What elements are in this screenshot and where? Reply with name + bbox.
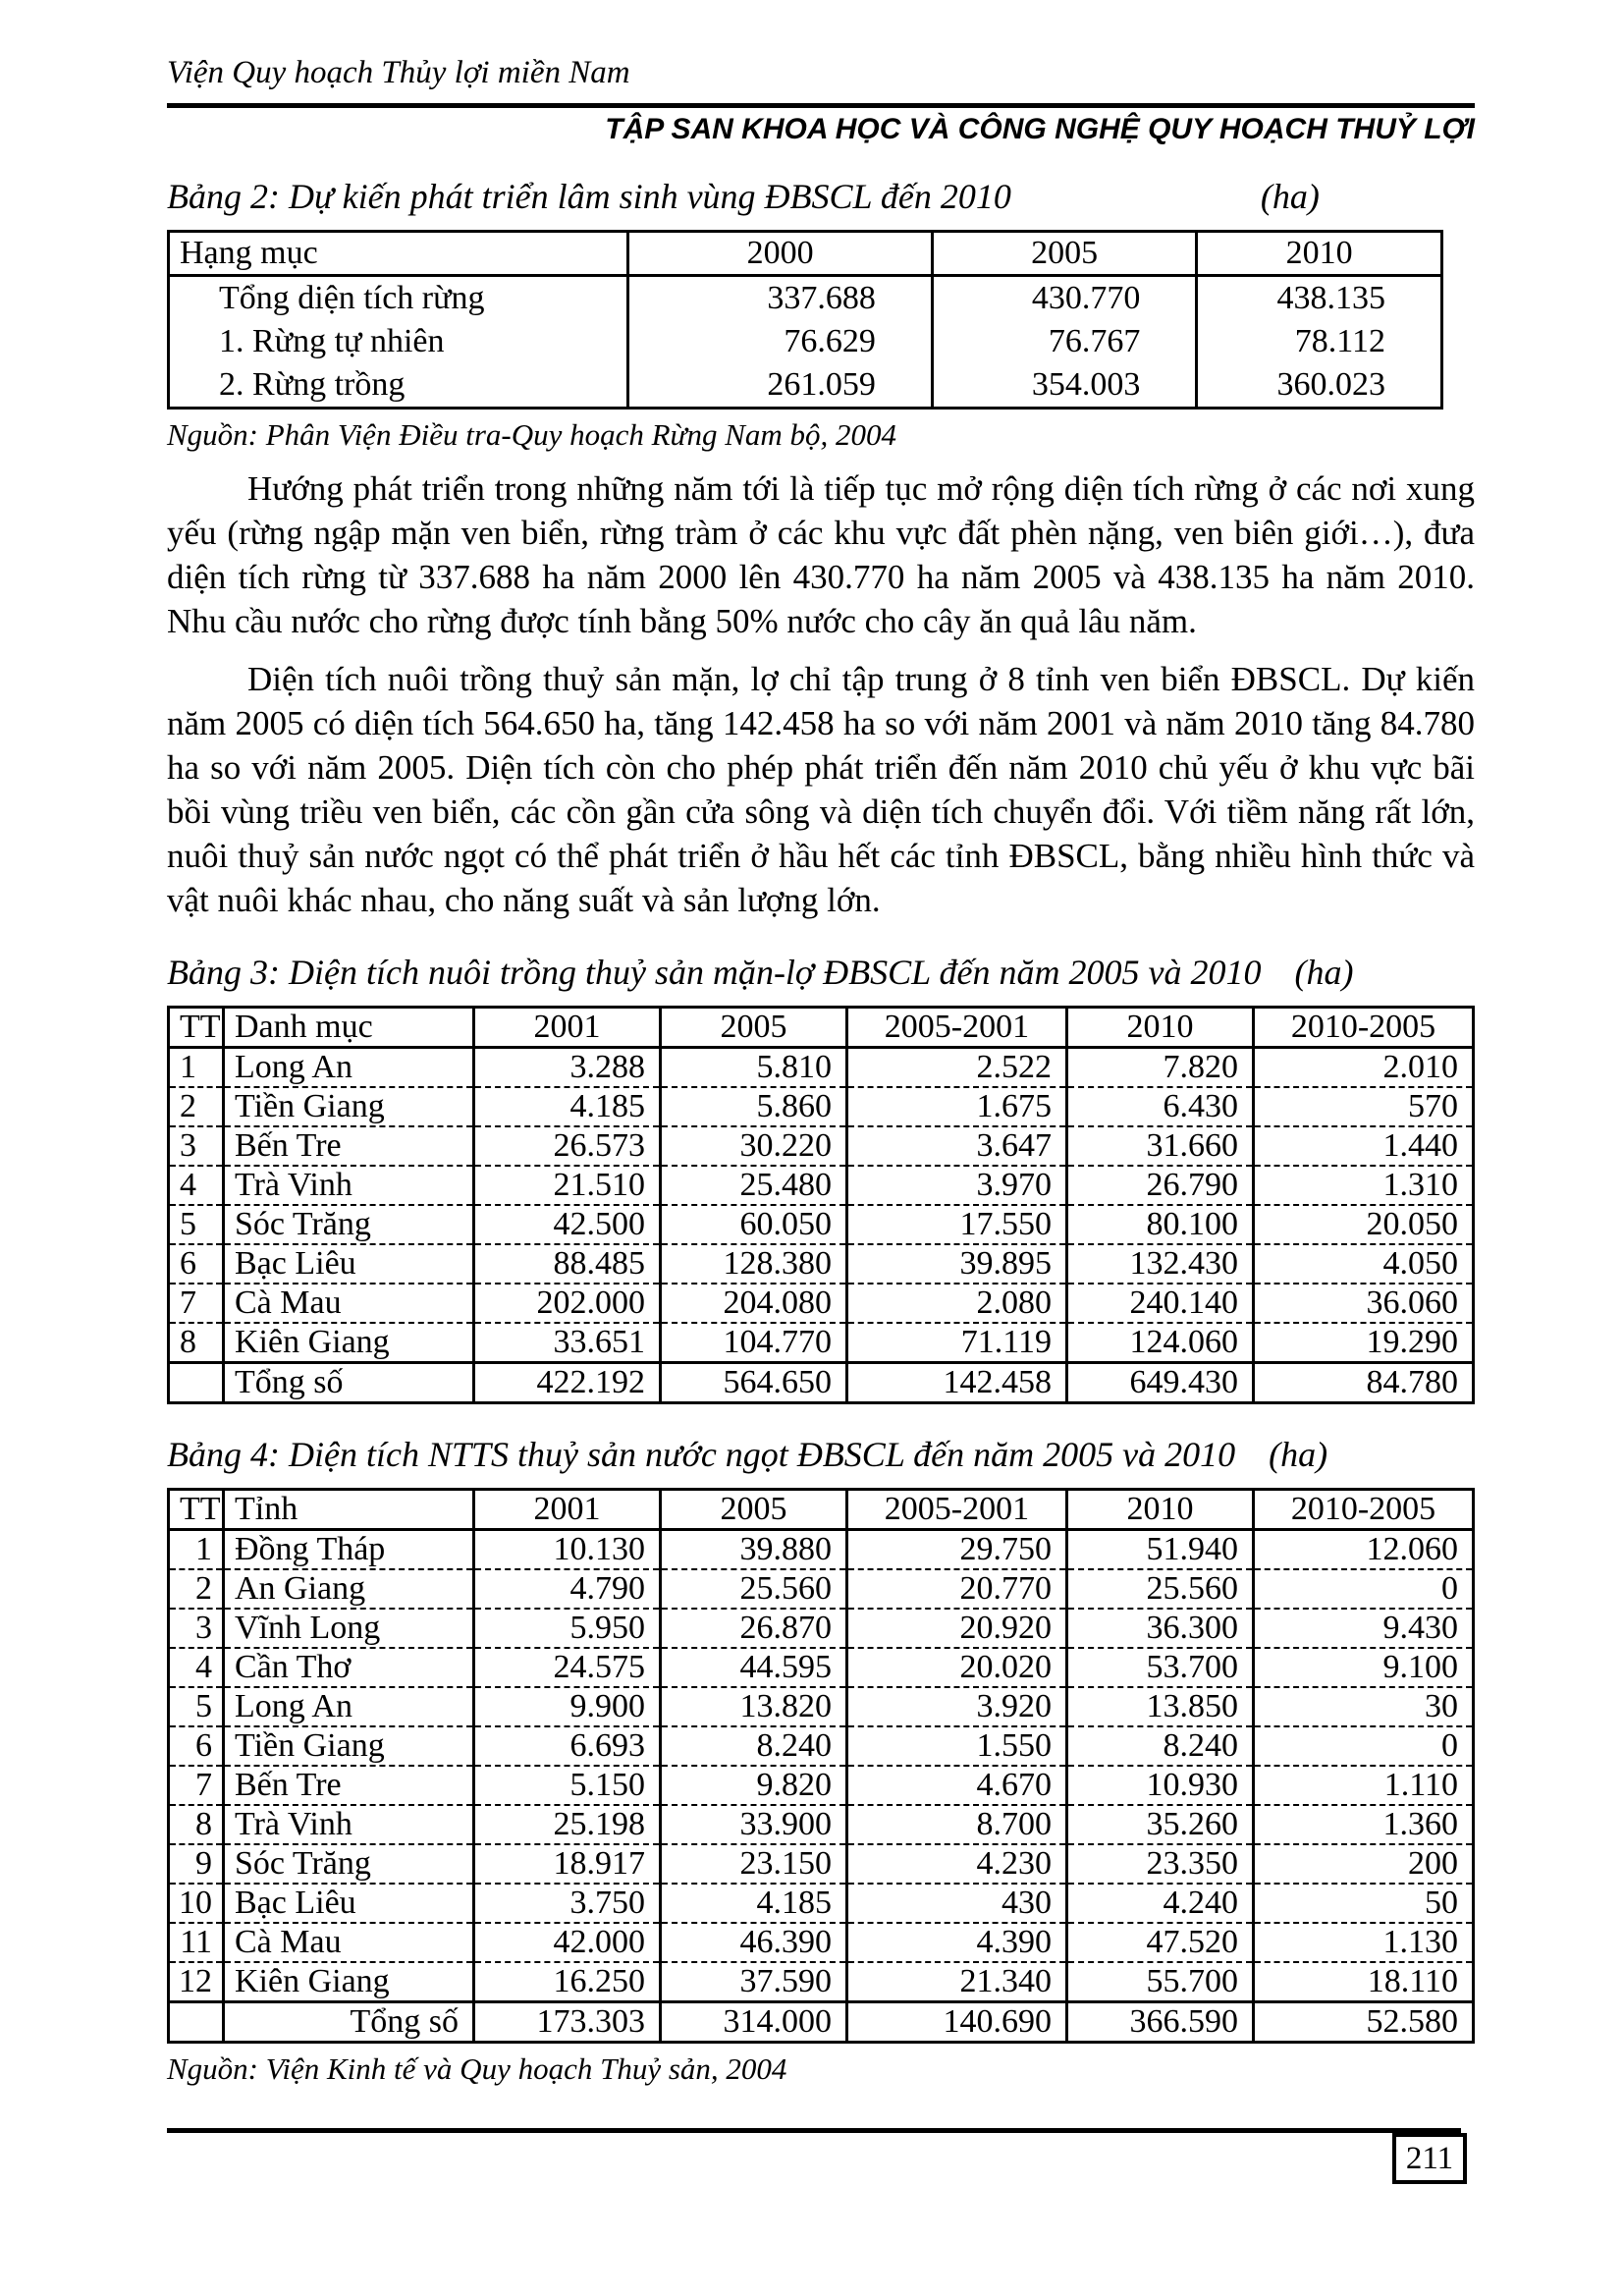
cell-2005: 25.560	[660, 1569, 846, 1609]
table4-col-header: 2005	[660, 1490, 846, 1530]
cell-province: Bến Tre	[224, 1126, 474, 1166]
cell-2001: 42.500	[474, 1205, 661, 1244]
page-number: 211	[1405, 2140, 1454, 2176]
table-total-row	[169, 2002, 1474, 2043]
table-row	[169, 1048, 1474, 1088]
table4-caption	[167, 1434, 1475, 1475]
cell-2010: 55.700	[1066, 1962, 1253, 2002]
value-2000: 337.688	[628, 276, 932, 320]
cell-2005-2001: 1.675	[846, 1087, 1066, 1126]
table-row	[169, 1648, 1474, 1687]
cell-2010: 124.060	[1066, 1323, 1253, 1363]
cell-2010-2005: 0	[1253, 1726, 1473, 1766]
cell-2010-2005: 570	[1253, 1087, 1473, 1126]
cell-2005: 23.150	[660, 1844, 846, 1884]
cell-2010: 4.240	[1066, 1884, 1253, 1923]
cell-2005-2001: 3.647	[846, 1126, 1066, 1166]
table3-caption-text: Bảng 3: Diện tích nuôi trồng thuỷ sản mặn-lợ ĐBSCL đến năm 2005 và 2010	[167, 953, 1262, 992]
table-row	[169, 276, 1442, 320]
journal-title: TẬP SAN KHOA HỌC VÀ CÔNG NGHỆ QUY HOẠCH THUỶ LỢI	[605, 113, 1475, 145]
table3-header-row	[169, 1008, 1474, 1048]
cell-2010: 36.300	[1066, 1609, 1253, 1648]
cell-index: 8	[169, 1805, 224, 1844]
cell-2005: 44.595	[660, 1648, 846, 1687]
total-2001: 422.192	[474, 1363, 661, 1403]
cell-2010-2005: 0	[1253, 1569, 1473, 1609]
cell-2010: 7.820	[1066, 1048, 1253, 1088]
row-label: 1. Rừng tự nhiên	[169, 320, 628, 364]
table-row	[169, 1205, 1474, 1244]
cell-2010-2005: 1.110	[1253, 1766, 1473, 1805]
cell-province: Bến Tre	[224, 1766, 474, 1805]
cell-2005: 39.880	[660, 1530, 846, 1570]
table4-col-header: 2005-2001	[846, 1490, 1066, 1530]
cell-2010: 13.850	[1066, 1687, 1253, 1726]
cell-index: 2	[169, 1087, 224, 1126]
cell-2001: 4.790	[474, 1569, 661, 1609]
cell-2010-2005: 1.310	[1253, 1166, 1473, 1205]
cell-2005: 9.820	[660, 1766, 846, 1805]
cell-index: 5	[169, 1687, 224, 1726]
value-2010: 438.135	[1197, 276, 1442, 320]
table2-col-header: 2005	[932, 232, 1197, 276]
cell-2005-2001: 2.080	[846, 1284, 1066, 1323]
table-row	[169, 1530, 1474, 1570]
cell-2010-2005: 36.060	[1253, 1284, 1473, 1323]
page-footer	[167, 2128, 1475, 2176]
cell-province: Cà Mau	[224, 1923, 474, 1962]
cell-province: Kiên Giang	[224, 1323, 474, 1363]
table4-col-header: Tỉnh	[224, 1490, 474, 1530]
table2-source: Nguồn: Phân Viện Điều tra-Quy hoạch Rừng Nam bộ, 2004	[167, 417, 897, 452]
cell-2005-2001: 20.770	[846, 1569, 1066, 1609]
cell-2005: 5.860	[660, 1087, 846, 1126]
table4-freshwater-aquaculture	[167, 1488, 1475, 2044]
cell-2001: 6.693	[474, 1726, 661, 1766]
cell-2010-2005: 12.060	[1253, 1530, 1473, 1570]
cell-2010: 23.350	[1066, 1844, 1253, 1884]
cell-2010-2005: 4.050	[1253, 1244, 1473, 1284]
table-row	[169, 1609, 1474, 1648]
cell-2005-2001: 20.020	[846, 1648, 1066, 1687]
cell-2010-2005: 9.430	[1253, 1609, 1473, 1648]
cell-2001: 42.000	[474, 1923, 661, 1962]
value-2005: 354.003	[932, 364, 1197, 409]
cell-province: Trà Vinh	[224, 1805, 474, 1844]
cell-index: 3	[169, 1126, 224, 1166]
cell-2010: 35.260	[1066, 1805, 1253, 1844]
page-header	[167, 55, 1475, 146]
cell-2005: 128.380	[660, 1244, 846, 1284]
table3-col-header: 2010	[1066, 1008, 1253, 1048]
cell-2010-2005: 1.360	[1253, 1805, 1473, 1844]
cell-2005-2001: 4.670	[846, 1766, 1066, 1805]
total-2001: 173.303	[474, 2002, 661, 2043]
table3-body	[169, 1048, 1474, 1363]
cell-2001: 10.130	[474, 1530, 661, 1570]
row-label: 2. Rừng trồng	[169, 364, 628, 409]
cell-2001: 88.485	[474, 1244, 661, 1284]
table4-col-header: 2010-2005	[1253, 1490, 1473, 1530]
table2-col-header: 2000	[628, 232, 932, 276]
cell-2001: 5.950	[474, 1609, 661, 1648]
total-label: Tổng số	[224, 2002, 474, 2043]
value-2005: 76.767	[932, 320, 1197, 364]
cell-province: Bạc Liêu	[224, 1244, 474, 1284]
table-row	[169, 1687, 1474, 1726]
table2-col-header: Hạng mục	[169, 232, 628, 276]
table3-col-header: 2010-2005	[1253, 1008, 1473, 1048]
table-row	[169, 1166, 1474, 1205]
cell-2010-2005: 50	[1253, 1884, 1473, 1923]
footer-rule	[167, 2128, 1461, 2133]
cell-2010: 31.660	[1066, 1126, 1253, 1166]
cell-2001: 18.917	[474, 1844, 661, 1884]
cell-2010-2005: 30	[1253, 1687, 1473, 1726]
cell-2005: 26.870	[660, 1609, 846, 1648]
cell-2010-2005: 1.440	[1253, 1126, 1473, 1166]
table4-header-row	[169, 1490, 1474, 1530]
cell-index: 1	[169, 1048, 224, 1088]
table-row	[169, 1284, 1474, 1323]
table4-col-header: 2010	[1066, 1490, 1253, 1530]
table4-col-header: TT	[169, 1490, 224, 1530]
cell-2010: 132.430	[1066, 1244, 1253, 1284]
total-2010: 649.430	[1066, 1363, 1253, 1403]
paragraph-forest-development: Hướng phát triển trong những năm tới là tiếp tục mở rộng diện tích rừng ở các nơi xung yếu (rừng ngập mặn ven biển, rừng tràm ở các khu vực đất phèn nặng, ven biên giới…), đưa diện tích rừng từ 337.688 ha năm 2000 lên 430.770 ha năm 2005 và 438.135 ha năm 2010. Nhu cầu nước cho rừng được tính bằng 50% nước cho cây ăn quả lâu năm.	[167, 469, 1475, 640]
cell-2010-2005: 9.100	[1253, 1648, 1473, 1687]
row-label: Tổng diện tích rừng	[169, 276, 628, 320]
cell-province: Bạc Liêu	[224, 1884, 474, 1923]
cell-2005-2001: 71.119	[846, 1323, 1066, 1363]
cell-2010: 6.430	[1066, 1087, 1253, 1126]
cell-2005: 30.220	[660, 1126, 846, 1166]
cell-index: 4	[169, 1166, 224, 1205]
cell-2005-2001: 17.550	[846, 1205, 1066, 1244]
cell-2005-2001: 8.700	[846, 1805, 1066, 1844]
cell-2001: 26.573	[474, 1126, 661, 1166]
table4-caption-text: Bảng 4: Diện tích NTTS thuỷ sản nước ngọt ĐBSCL đến năm 2005 và 2010	[167, 1435, 1236, 1474]
table4-body	[169, 1530, 1474, 2002]
cell-2010-2005: 20.050	[1253, 1205, 1473, 1244]
cell-2001: 5.150	[474, 1766, 661, 1805]
cell-index: 2	[169, 1569, 224, 1609]
cell-province: Sóc Trăng	[224, 1844, 474, 1884]
table-row	[169, 1726, 1474, 1766]
cell-province: Sóc Trăng	[224, 1205, 474, 1244]
table3-col-header: 2001	[474, 1008, 661, 1048]
table-row	[169, 1766, 1474, 1805]
total-2010-2005: 84.780	[1253, 1363, 1473, 1403]
table3-col-header: Danh mục	[224, 1008, 474, 1048]
cell-2005-2001: 29.750	[846, 1530, 1066, 1570]
cell-2005: 5.810	[660, 1048, 846, 1088]
cell-province: Cần Thơ	[224, 1648, 474, 1687]
total-2005-2001: 142.458	[846, 1363, 1066, 1403]
cell-2005-2001: 2.522	[846, 1048, 1066, 1088]
table3-unit-label: (ha)	[1294, 953, 1354, 992]
cell-2005: 13.820	[660, 1687, 846, 1726]
cell-province: Cà Mau	[224, 1284, 474, 1323]
cell-2005-2001: 21.340	[846, 1962, 1066, 2002]
cell-2001: 25.198	[474, 1805, 661, 1844]
cell-2005-2001: 3.970	[846, 1166, 1066, 1205]
cell-index: 12	[169, 1962, 224, 2002]
cell-province: Kiên Giang	[224, 1962, 474, 2002]
cell-2010: 10.930	[1066, 1766, 1253, 1805]
table2-caption-text: Bảng 2: Dự kiến phát triển lâm sinh vùng ĐBSCL đến 2010	[167, 177, 1011, 216]
total-2010-2005: 52.580	[1253, 2002, 1473, 2043]
cell-index: 5	[169, 1205, 224, 1244]
cell-2001: 24.575	[474, 1648, 661, 1687]
total-2005: 564.650	[660, 1363, 846, 1403]
cell-index: 1	[169, 1530, 224, 1570]
cell-2001: 9.900	[474, 1687, 661, 1726]
cell-province: Tiền Giang	[224, 1726, 474, 1766]
cell-province: Long An	[224, 1048, 474, 1088]
cell-province: An Giang	[224, 1569, 474, 1609]
header-rule	[167, 103, 1475, 108]
table-row	[169, 364, 1442, 409]
page-number-box	[1392, 2133, 1467, 2184]
cell-index: 11	[169, 1923, 224, 1962]
cell-2010: 80.100	[1066, 1205, 1253, 1244]
cell-2010: 51.940	[1066, 1530, 1253, 1570]
table-row	[169, 1323, 1474, 1363]
table2-unit-label: (ha)	[1260, 177, 1320, 216]
cell-2005: 4.185	[660, 1884, 846, 1923]
cell-2001: 4.185	[474, 1087, 661, 1126]
table4-source: Nguồn: Viện Kinh tế và Quy hoạch Thuỷ sản, 2004	[167, 2051, 787, 2086]
cell-2001: 33.651	[474, 1323, 661, 1363]
cell-2001: 202.000	[474, 1284, 661, 1323]
table2-header-row	[169, 232, 1442, 276]
cell-index	[169, 1363, 224, 1403]
table-row	[169, 1126, 1474, 1166]
value-2000: 76.629	[628, 320, 932, 364]
table3-caption	[167, 952, 1475, 993]
cell-2005-2001: 4.390	[846, 1923, 1066, 1962]
cell-2010: 25.560	[1066, 1569, 1253, 1609]
table2-body	[169, 276, 1442, 409]
table-row	[169, 1923, 1474, 1962]
value-2000: 261.059	[628, 364, 932, 409]
total-2010: 366.590	[1066, 2002, 1253, 2043]
cell-2010-2005: 19.290	[1253, 1323, 1473, 1363]
table-row	[169, 1087, 1474, 1126]
cell-index: 10	[169, 1884, 224, 1923]
cell-2001: 3.288	[474, 1048, 661, 1088]
cell-2010: 8.240	[1066, 1726, 1253, 1766]
table2-caption	[167, 176, 1475, 217]
cell-2010-2005: 18.110	[1253, 1962, 1473, 2002]
value-2010: 78.112	[1197, 320, 1442, 364]
table3-brackish-aquaculture	[167, 1006, 1475, 1404]
table-row	[169, 320, 1442, 364]
value-2010: 360.023	[1197, 364, 1442, 409]
cell-index: 8	[169, 1323, 224, 1363]
cell-2005-2001: 20.920	[846, 1609, 1066, 1648]
cell-2005: 104.770	[660, 1323, 846, 1363]
table2-forestry	[167, 230, 1443, 410]
cell-2001: 16.250	[474, 1962, 661, 2002]
table4-total-row	[169, 2002, 1474, 2043]
cell-2005-2001: 3.920	[846, 1687, 1066, 1726]
table-row	[169, 1844, 1474, 1884]
table-row	[169, 1569, 1474, 1609]
cell-2010-2005: 200	[1253, 1844, 1473, 1884]
cell-2005: 25.480	[660, 1166, 846, 1205]
cell-2005: 33.900	[660, 1805, 846, 1844]
table-row	[169, 1962, 1474, 2002]
table3-col-header: TT	[169, 1008, 224, 1048]
cell-index	[169, 2002, 224, 2043]
cell-2005: 8.240	[660, 1726, 846, 1766]
cell-index: 3	[169, 1609, 224, 1648]
table2-col-header: 2010	[1197, 232, 1442, 276]
cell-2005: 204.080	[660, 1284, 846, 1323]
cell-index: 7	[169, 1766, 224, 1805]
table3-total-row	[169, 1363, 1474, 1403]
total-2005: 314.000	[660, 2002, 846, 2043]
cell-2005: 46.390	[660, 1923, 846, 1962]
table4-unit-label: (ha)	[1269, 1435, 1328, 1474]
cell-province: Đồng Tháp	[224, 1530, 474, 1570]
cell-2005-2001: 1.550	[846, 1726, 1066, 1766]
paragraph-aquaculture: Diện tích nuôi trồng thuỷ sản mặn, lợ chỉ tập trung ở 8 tỉnh ven biển ĐBSCL. Dự kiến năm 2005 có diện tích 564.650 ha, tăng 142.458 ha so với năm 2001 và năm 2010 tăng 84.780 ha so với năm 2005. Diện tích còn cho phép phát triển đến năm 2010 chủ yếu ở khu vực bãi bồi vùng triều ven biển, các cồn gần cửa sông và diện tích chuyển đổi. Với tiềm năng rất lớn, nuôi thuỷ sản nước ngọt có thể phát triển ở hầu hết các tỉnh ĐBSCL, bằng nhiều hình thức và vật nuôi khác nhau, cho năng suất và sản lượng lớn.	[167, 660, 1475, 919]
cell-province: Tiền Giang	[224, 1087, 474, 1126]
total-2005-2001: 140.690	[846, 2002, 1066, 2043]
total-label: Tổng số	[224, 1363, 474, 1403]
cell-2005: 37.590	[660, 1962, 846, 2002]
cell-2005-2001: 39.895	[846, 1244, 1066, 1284]
table-row	[169, 1244, 1474, 1284]
value-2005: 430.770	[932, 276, 1197, 320]
cell-2010-2005: 2.010	[1253, 1048, 1473, 1088]
table-total-row	[169, 1363, 1474, 1403]
cell-2001: 21.510	[474, 1166, 661, 1205]
cell-province: Trà Vinh	[224, 1166, 474, 1205]
cell-2010: 53.700	[1066, 1648, 1253, 1687]
table-row	[169, 1805, 1474, 1844]
cell-2010: 240.140	[1066, 1284, 1253, 1323]
table4-col-header: 2001	[474, 1490, 661, 1530]
cell-2005: 60.050	[660, 1205, 846, 1244]
cell-index: 6	[169, 1244, 224, 1284]
cell-province: Long An	[224, 1687, 474, 1726]
cell-province: Vĩnh Long	[224, 1609, 474, 1648]
cell-2001: 3.750	[474, 1884, 661, 1923]
table3-col-header: 2005-2001	[846, 1008, 1066, 1048]
cell-2010: 26.790	[1066, 1166, 1253, 1205]
cell-index: 4	[169, 1648, 224, 1687]
cell-2010-2005: 1.130	[1253, 1923, 1473, 1962]
table-row	[169, 1884, 1474, 1923]
table3-col-header: 2005	[660, 1008, 846, 1048]
cell-2005-2001: 430	[846, 1884, 1066, 1923]
institute-name: Viện Quy hoạch Thủy lợi miền Nam	[167, 55, 630, 90]
cell-index: 7	[169, 1284, 224, 1323]
cell-2010: 47.520	[1066, 1923, 1253, 1962]
cell-index: 9	[169, 1844, 224, 1884]
cell-index: 6	[169, 1726, 224, 1766]
cell-2005-2001: 4.230	[846, 1844, 1066, 1884]
